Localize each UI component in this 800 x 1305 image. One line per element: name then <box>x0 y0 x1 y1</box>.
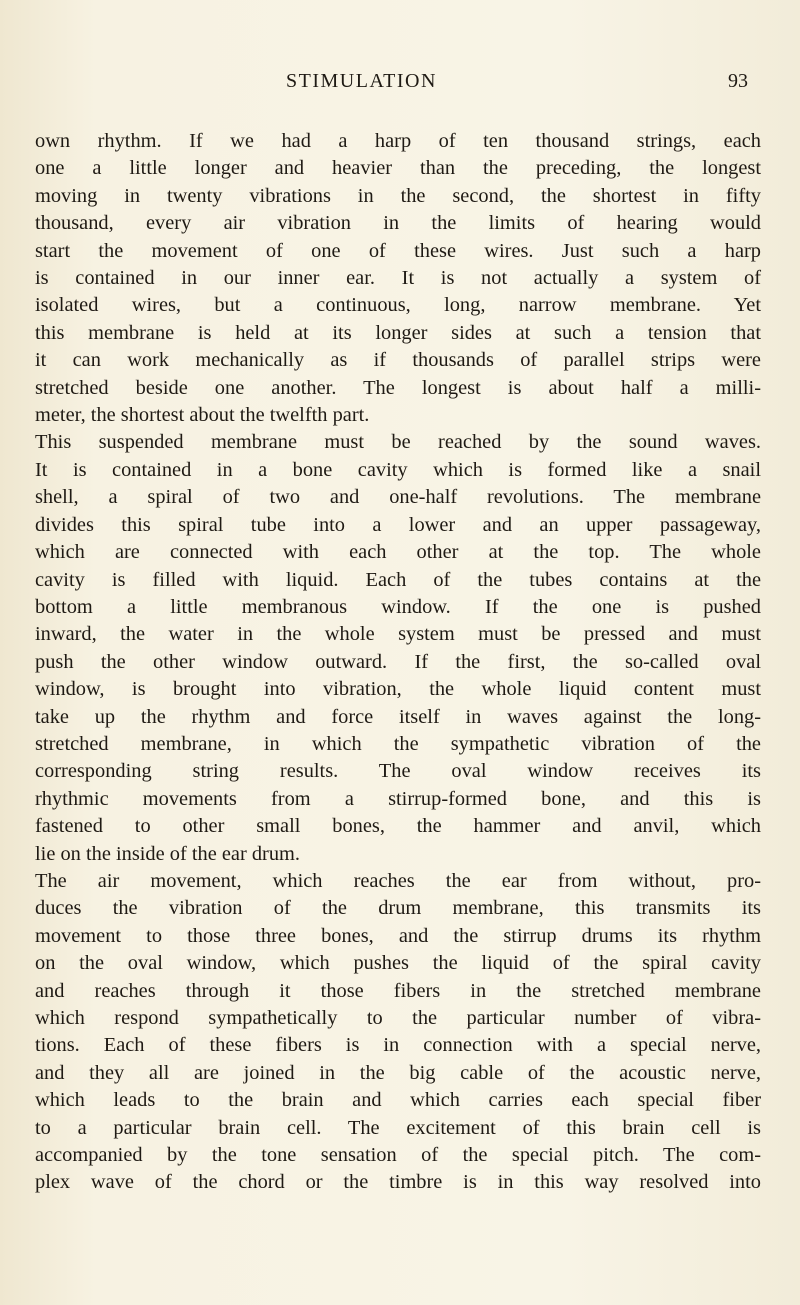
text-line: accompanied by the tone sensation of the special pitch. The com- <box>35 1144 761 1167</box>
running-title: STIMULATION <box>286 70 437 92</box>
text-line: on the oval window, which pushes the liquid of the spiral cavity <box>35 952 761 975</box>
text-line: shell, a spiral of two and one-half revolutions. The membrane <box>35 486 761 509</box>
text-line: meter, the shortest about the twelfth part. <box>35 404 370 427</box>
text-line: stretched membrane, in which the sympathetic vibration of the <box>35 732 761 755</box>
text-line: which respond sympathetically to the particular number of vibra- <box>35 1007 761 1029</box>
text-line: rhythmic movements from a stirrup-formed bone, and this is <box>35 787 761 810</box>
text-line: The air movement, which reaches the ear from without, pro- <box>35 869 761 892</box>
text-line: duces the vibration of the drum membrane, this transmits its <box>35 897 761 920</box>
text-line: one a little longer and heavier than the preceding, the longest <box>35 157 761 180</box>
text-line: corresponding string results. The oval window receives its <box>35 760 761 783</box>
body-text <box>35 128 761 1197</box>
text-line: window, is brought into vibration, the whole liquid content must <box>35 678 761 701</box>
text-line: It is contained in a bone cavity which is formed like a snail <box>35 458 761 481</box>
text-line: plex wave of the chord or the timbre is in this way resolved into <box>35 1171 761 1194</box>
paragraph-1 <box>35 128 761 429</box>
text-line: and reaches through it those fibers in the stretched membrane <box>35 979 761 1002</box>
text-line: isolated wires, but a continuous, long, narrow membrane. Yet <box>35 294 761 317</box>
text-line: own rhythm. If we had a harp of ten thousand strings, each <box>35 130 761 152</box>
text-line: to a particular brain cell. The excitement of this brain cell is <box>35 1116 761 1139</box>
paragraph-2 <box>35 429 761 868</box>
text-line: fastened to other small bones, the hammer and anvil, which <box>35 815 761 838</box>
paragraph-3 <box>35 868 761 1197</box>
text-line: stretched beside one another. The longest is about half a milli- <box>35 376 761 399</box>
text-line: and they all are joined in the big cable of the acoustic nerve, <box>35 1061 761 1084</box>
text-line: movement to those three bones, and the stirrup drums its rhythm <box>35 924 761 947</box>
text-line: inward, the water in the whole system must be pressed and must <box>35 623 761 646</box>
text-line: it can work mechanically as if thousands of parallel strips were <box>35 349 761 372</box>
page-number: 93 <box>728 70 748 92</box>
text-line: take up the rhythm and force itself in waves against the long- <box>35 705 761 728</box>
text-line: push the other window outward. If the first, the so-called oval <box>35 650 761 673</box>
text-line: lie on the inside of the ear drum. <box>35 842 300 865</box>
text-line: tions. Each of these fibers is in connection with a special nerve, <box>35 1034 761 1057</box>
text-line: moving in twenty vibrations in the second, the shortest in fifty <box>35 184 761 207</box>
text-line: start the movement of one of these wires. Just such a harp <box>35 239 761 262</box>
text-line: bottom a little membranous window. If the one is pushed <box>35 595 761 618</box>
text-line: which are connected with each other at the top. The whole <box>35 541 761 564</box>
text-line: this membrane is held at its longer sides at such a tension that <box>35 321 761 344</box>
running-header <box>0 70 800 104</box>
text-line: divides this spiral tube into a lower and an upper passageway, <box>35 513 761 536</box>
text-line: cavity is filled with liquid. Each of the tubes contains at the <box>35 568 761 591</box>
text-line: which leads to the brain and which carries each special fiber <box>35 1089 761 1112</box>
text-line: thousand, every air vibration in the limits of hearing would <box>35 212 761 235</box>
text-line: This suspended membrane must be reached by the sound waves. <box>35 431 761 454</box>
text-line: is contained in our inner ear. It is not actually a system of <box>35 267 761 290</box>
